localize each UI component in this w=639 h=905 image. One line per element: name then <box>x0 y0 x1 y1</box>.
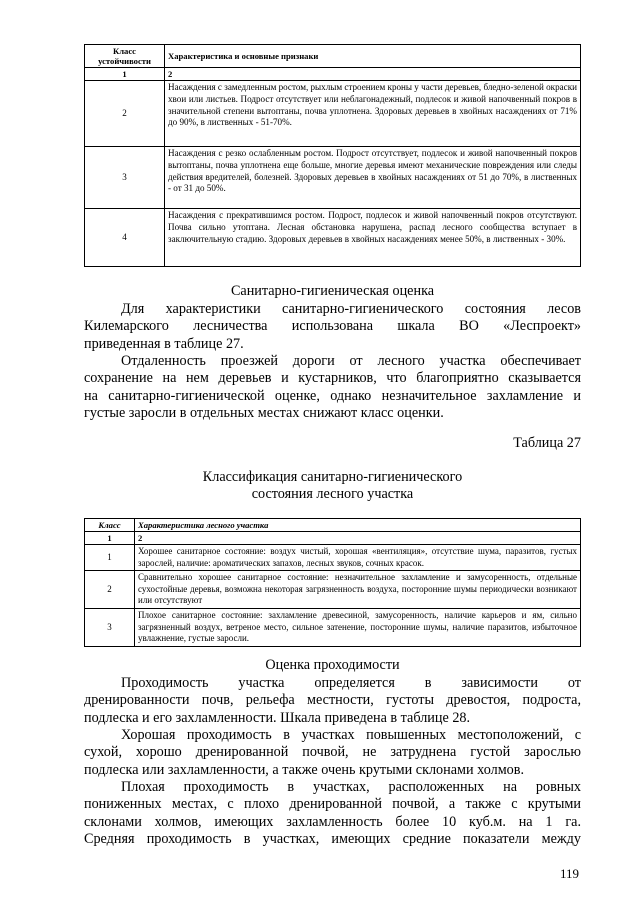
class-cell: 3 <box>85 147 165 209</box>
table-row <box>85 571 581 609</box>
text-line: на санитарно-гигиенической оценке, однако незначительное захламление и <box>84 387 581 404</box>
table-title-line: Классификация санитарно-гигиенического <box>202 469 463 485</box>
section-heading: Санитарно-гигиеническая оценка <box>230 283 435 299</box>
description-cell: Насаждения с резко ослабленным ростом. Подрост отсутствует, подлесок и живой напочвенный покров вытоптаны, почва уплотнена еще больше, многие деревья имеют механические повреждения или следы действия вредителей, болезней. Здоровых деревьев в хвойных насаждениях от 51 до 70%, в лиственных - от 31 до 50%. <box>165 147 581 209</box>
page-number: 119 <box>559 866 579 881</box>
table-title-line: состояния лесного участка <box>251 486 414 502</box>
class-cell: 2 <box>85 81 165 147</box>
text-line: Проходимость участка определяется в зависимости от <box>121 675 581 691</box>
text-line: Для характеристики санитарно-гигиенического состояния лесов <box>121 301 581 317</box>
text-line: Хорошая проходимость в участках повышенных местоположений, с <box>121 727 581 743</box>
text-line: сохранение на нем деревьев и кустарников, что благоприятно сказывается <box>84 370 581 387</box>
table-row <box>85 209 581 267</box>
description-cell: Хорошее санитарное состояние: воздух чистый, хорошая «вентиляция», отсутствие шума, паразитов, густых зарослей, наличие: ароматических запахов, лесных звуков, сочных красок. <box>135 545 581 571</box>
table-index-row <box>85 68 581 81</box>
table-row <box>85 81 581 147</box>
class-cell: 2 <box>85 571 135 609</box>
section-heading: Оценка проходимости <box>265 657 400 673</box>
text-line: Отдаленность проезжей дороги от лесного участка обеспечивает <box>121 353 581 369</box>
table-header-row <box>85 45 581 68</box>
text-line: Средняя проходимость в участках, имеющих средние показатели между <box>84 830 581 847</box>
table-row <box>85 147 581 209</box>
table-row <box>85 608 581 646</box>
text-line: сухой, хорошо дренированной почвой, не затруднена густой зарослью <box>84 744 581 761</box>
table-header-row <box>85 519 581 532</box>
text-line: Плохая проходимость в участках, расположенных на ровных <box>121 779 581 795</box>
class-cell: 1 <box>85 545 135 571</box>
table-row <box>85 545 581 571</box>
paragraph <box>84 779 581 848</box>
header-characteristics: Характеристика лесного участка <box>135 519 581 532</box>
text-line: склонами холмов, имеющих захламленность более 10 куб.м. на 1 га. <box>84 813 581 830</box>
index-cell: 2 <box>135 532 581 545</box>
header-class: Класс <box>85 519 135 532</box>
class-cell: 4 <box>85 209 165 267</box>
text-line: подлеска и его захламленности. Шкала приведена в таблице 28. <box>84 709 471 726</box>
table-index-row <box>85 532 581 545</box>
description-cell: Насаждения с замедленным ростом, рыхлым строением кроны у части деревьев, бледно-зеленой окраски хвои или листьев. Подрост отсутствует или неблагонадежный, подлесок и живой напочвенный покров в значительной степени вытоптаны, почва уплотнена. Здоровых деревьев в хвойных насаждениях от 71% до 90%, в лиственных - 51-70%. <box>165 81 581 147</box>
description-cell: Плохое санитарное состояние: захламление древесиной, замусоренность, наличие карьеров и ям, сильно загрязненный воздух, ветреное место, сильное затенение, посторонние шумы, наличие паразитов, избыточное увлажнение, густые заросли. <box>135 608 581 646</box>
text-line: Килемарского лесничества использована шкала ВО «Леспроект» <box>84 318 581 335</box>
text-line: подлеска или захламленности, а также очень крутыми склонами холмов. <box>84 761 525 778</box>
index-cell: 1 <box>85 532 135 545</box>
header-stability-class: Класс устойчивости <box>85 45 165 68</box>
index-cell: 2 <box>165 68 581 81</box>
paragraph <box>84 301 581 353</box>
text-line: пониженных местах, с плохо дренированной почвой, а также с крутыми <box>84 796 581 813</box>
paragraph <box>84 353 581 422</box>
description-cell: Насаждения с прекратившимся ростом. Подрост, подлесок и живой напочвенный покров отсутствуют. Почва сильно утоптана. Лесная обстановка нарушена, распад лесного сообщества вступает в заключительную стадию. Здоровых деревьев в хвойных насаждениях менее 50%, в лиственных - 30%. <box>165 209 581 267</box>
text-line: густые заросли в отдельных местах снижают класс оценки. <box>84 404 444 421</box>
table-label: Таблица 27 <box>513 435 581 451</box>
index-cell: 1 <box>85 68 165 81</box>
header-characteristics: Характеристика и основные признаки <box>165 45 581 68</box>
sanitary-class-table <box>84 518 581 647</box>
paragraph <box>84 675 581 727</box>
class-cell: 3 <box>85 608 135 646</box>
text-line: дренированности почв, рельефа местности, густоты древостоя, подроста, <box>84 692 581 709</box>
stability-class-table <box>84 44 581 267</box>
text-line: приведенная в таблице 27. <box>84 335 244 352</box>
description-cell: Сравнительно хорошее санитарное состояние: незначительное захламление и замусоренность, отдельные сухостойные деревья, возможна некоторая загрязненность воздуха, посторонние шумы периодически возникают или отсутствуют <box>135 571 581 609</box>
paragraph <box>84 727 581 779</box>
